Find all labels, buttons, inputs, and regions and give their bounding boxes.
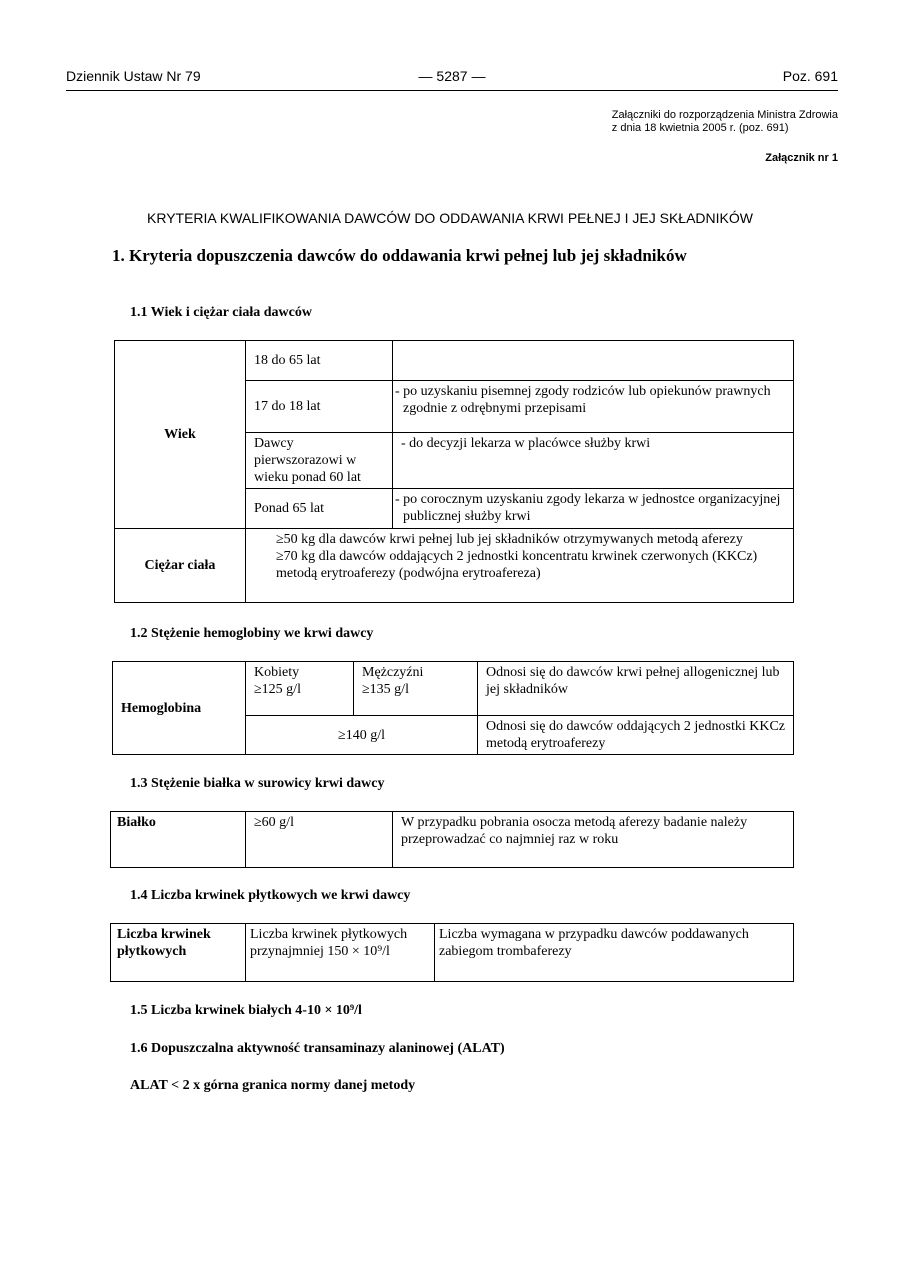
platelet-label: Liczba krwinek płytkowych: [111, 924, 246, 982]
section-1-1-title: 1.1 Wiek i ciężar ciała dawców: [130, 305, 312, 320]
age-note: [393, 341, 794, 381]
men-cell: Mężczyźni ≥135 g/l: [354, 662, 478, 716]
page-number: — 5287 —: [418, 68, 486, 84]
protein-label: Białko: [111, 812, 246, 868]
page-header: [66, 66, 838, 91]
platelet-note: Liczba wymagana w przypadku dawców poddawanych zabiegom trombaferezy: [435, 924, 794, 982]
age-range: 18 do 65 lat: [246, 341, 393, 381]
protein-value: ≥60 g/l: [246, 812, 393, 868]
platelet-table: [110, 923, 794, 982]
section-1-6-title: 1.6 Dopuszczalna aktywność transaminazy alaninowej (ALAT): [130, 1041, 505, 1056]
women-cell: Kobiety ≥125 g/l: [246, 662, 354, 716]
weight-label: Ciężar ciała: [115, 529, 246, 603]
main-title: KRYTERIA KWALIFIKOWANIA DAWCÓW DO ODDAWANIA KRWI PEŁNEJ I JEJ SKŁADNIKÓW: [147, 210, 753, 226]
protein-table: [110, 811, 794, 868]
age-label: Wiek: [115, 341, 246, 529]
age-range: Ponad 65 lat: [246, 489, 393, 529]
journal-name: Dziennik Ustaw Nr 79: [66, 68, 201, 84]
protein-note: W przypadku pobrania osocza metodą aferezy badanie należy przeprowadzać co najmniej raz w roku: [393, 812, 794, 868]
age-note: - po uzyskaniu pisemnej zgody rodziców lub opiekunów prawnych zgodnie z odrębnymi przepisami: [393, 381, 794, 433]
section-1-2-title: 1.2 Stężenie hemoglobiny we krwi dawcy: [130, 626, 374, 641]
age-range: 17 do 18 lat: [246, 381, 393, 433]
hemoglobin-note-2: Odnosi się do dawców oddających 2 jednostki KKCz metodą erytroaferezy: [478, 716, 794, 755]
section-1-4-title: 1.4 Liczba krwinek płytkowych we krwi dawcy: [130, 888, 411, 903]
hemoglobin-label: Hemoglobina: [113, 662, 246, 755]
hemoglobin-note-1: Odnosi się do dawców krwi pełnej allogenicznej lub jej składników: [478, 662, 794, 716]
annex-note: Załączniki do rozporządzenia Ministra Zdrowia z dnia 18 kwietnia 2005 r. (poz. 691): [611, 109, 838, 134]
age-weight-table: [114, 340, 794, 603]
weight-criteria: ≥50 kg dla dawców krwi pełnej lub jej składników otrzymywanych metodą aferezy ≥70 kg dla dawców oddających 2 jednostki koncentratu krwinek czerwonych (KKCz) metodą erytroaferezy (podwójna erytroafereza): [246, 529, 794, 603]
age-note: - po corocznym uzyskaniu zgody lekarza w jednostce organizacyjnej publicznej służby krwi: [393, 489, 794, 529]
annex-number: Załącznik nr 1: [765, 152, 838, 164]
age-note: - do decyzji lekarza w placówce służby krwi: [393, 433, 794, 489]
age-range: Dawcy pierwszorazowi w wieku ponad 60 lat: [246, 433, 393, 489]
hemoglobin-both-value: ≥140 g/l: [246, 716, 478, 755]
section-1-3-title: 1.3 Stężenie białka w surowicy krwi dawcy: [130, 776, 385, 791]
alat-criterion: ALAT < 2 x górna granica normy danej metody: [130, 1078, 416, 1093]
platelet-value: Liczba krwinek płytkowych przynajmniej 150 × 10⁹/l: [246, 924, 435, 982]
hemoglobin-table: [112, 661, 794, 755]
section-1-5-title: 1.5 Liczba krwinek białych 4-10 × 10⁹/l: [130, 1003, 362, 1018]
section-1-title: 1. Kryteria dopuszczenia dawców do oddawania krwi pełnej lub jej składników: [112, 246, 687, 265]
position-number: Poz. 691: [782, 68, 838, 84]
